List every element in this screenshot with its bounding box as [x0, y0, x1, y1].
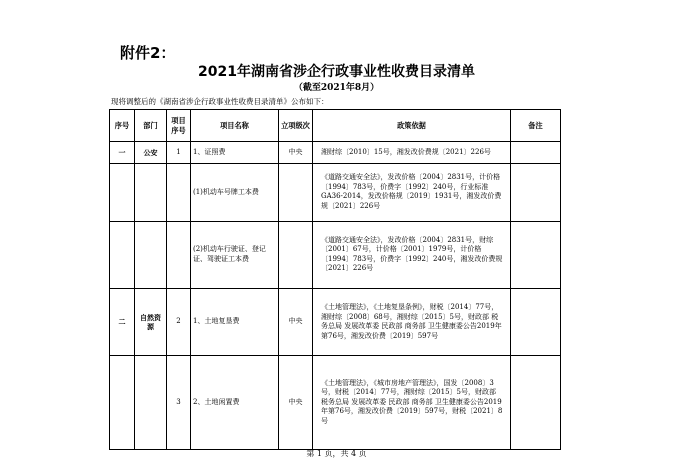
header-basis: 政策依据: [313, 110, 511, 142]
header-dept: 部门: [135, 110, 167, 142]
row-basis: 《道路交通安全法》，发改价格〔2004〕2831号，计价格〔1994〕783号，价费字〔1992〕240号，行业标准GA36-2014，发改价格规〔2019〕1931号，湘发改价费规〔2021〕226号: [313, 164, 511, 222]
page-footer: 第 1 页，共 4 页: [306, 449, 367, 458]
row-dept: [135, 221, 167, 288]
row-item-name: (2)机动车行驶证、登记证、驾驶证工本费: [191, 221, 279, 288]
attachment-label: 附件2：: [120, 44, 176, 62]
header-item-no: 项目序号: [167, 110, 191, 142]
header-seq: 序号: [110, 110, 135, 142]
header-note: 备注: [511, 110, 561, 142]
row-dept: [135, 356, 167, 450]
header-item-name: 项目名称: [191, 110, 279, 142]
row-level: 中央: [279, 142, 313, 164]
table-row: [110, 356, 561, 450]
row-seq: 二: [110, 288, 135, 355]
row-basis: 湘财综〔2010〕15号，湘发改价费规〔2021〕226号: [313, 142, 511, 164]
header-level: 立项级次: [279, 110, 313, 142]
row-item-no: [167, 164, 191, 222]
row-basis: 《土地管理法》，《土地复垦条例》，财税〔2014〕77号，湘财综〔2008〕68号，湘财综〔2015〕5号，财政部 税务总局 发展改革委 民政部 商务部 卫生健康委公告2019年第76号，湘发改价费〔2019〕597号: [313, 288, 511, 355]
row-item-name: 1、土地复垦费: [191, 288, 279, 355]
document-subtitle: （截至2021年8月）: [293, 83, 380, 93]
row-note: [511, 288, 561, 355]
row-level: 中央: [279, 288, 313, 355]
row-item-name: 1、证照费: [191, 142, 279, 164]
row-seq: 一: [110, 142, 135, 164]
row-basis: 《土地管理法》，《城市房地产管理法》，国发〔2008〕3号，财税〔2014〕77号，湘财综〔2015〕5号，财政部 税务总局 发展改革委 民政部 商务部 卫生健康委公告2019年第76号，湘发改价费〔2019〕597号，财税〔2021〕8号: [313, 356, 511, 450]
row-item-name: (1)机动车号牌工本费: [191, 164, 279, 222]
row-note: [511, 356, 561, 450]
intro-text: 现将调整后的《湖南省涉企行政事业性收费目录清单》公布如下：: [111, 97, 329, 106]
row-item-name: 2、土地闲置费: [191, 356, 279, 450]
row-seq: [110, 356, 135, 450]
row-item-no: [167, 221, 191, 288]
table-row: [110, 142, 561, 164]
row-note: [511, 164, 561, 222]
table-row: [110, 164, 561, 222]
table-row: [110, 288, 561, 355]
row-note: [511, 221, 561, 288]
row-basis: 《道路交通安全法》，发改价格〔2004〕2831号，财综〔2001〕67号，计价格〔2001〕1979号，计价格〔1994〕783号，价费字〔1992〕240号，湘发改价费规〔2021〕226号: [313, 221, 511, 288]
fee-table: [109, 109, 561, 450]
row-level: [279, 164, 313, 222]
row-seq: [110, 221, 135, 288]
row-note: [511, 142, 561, 164]
row-item-no: 2: [167, 288, 191, 355]
table-row: [110, 221, 561, 288]
row-dept: 公安: [135, 142, 167, 164]
row-dept: [135, 164, 167, 222]
row-dept: 自然资源: [135, 288, 167, 355]
row-item-no: 3: [167, 356, 191, 450]
row-seq: [110, 164, 135, 222]
table-header-row: [110, 110, 561, 142]
row-level: [279, 221, 313, 288]
row-item-no: 1: [167, 142, 191, 164]
row-level: 中央: [279, 356, 313, 450]
document-title: 2021年湖南省涉企行政事业性收费目录清单: [198, 64, 475, 80]
